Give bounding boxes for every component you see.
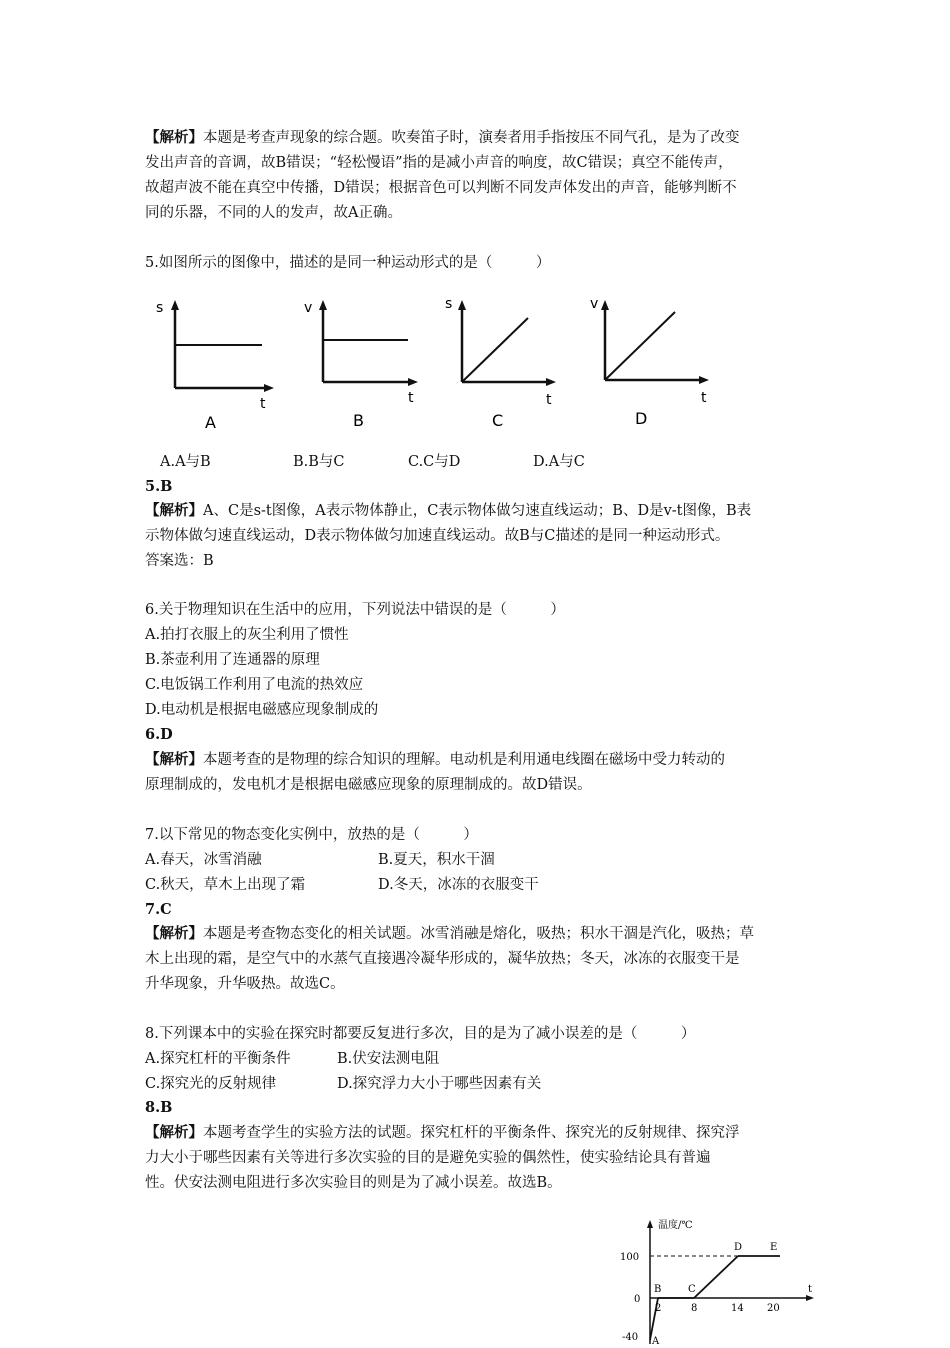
temperature-time-graph [618,1212,828,1348]
q4-analysis-line-3: 故超声波不能在真空中传播，D错误；根据音色可以判断不同发声体发出的声音，能够判断不 [145,180,737,196]
temp-point-e: E [770,1242,778,1253]
graph-d-caption: D [635,409,648,428]
temp-tick-neg40: -40 [622,1332,639,1343]
q5-answer-line: 答案选：B [145,553,214,569]
q5-answer: 5.B [145,478,173,495]
q6-answer: 6.D [145,726,173,743]
q7-analysis-line-3: 升华现象，升华吸热。故选C。 [145,976,345,992]
q4-analysis-line-1: 【解析】本题是考查声现象的综合题。吹奏笛子时，演奏者用手指按压不同气孔，是为了改变 [145,129,740,146]
q7-analysis-line-2: 木上出现的霜，是空气中的水蒸气直接遇冷凝华形成的，凝华放热；冬天，冰冻的衣服变干是 [145,951,740,967]
q7-option-b: B.夏天，积水干涸 [378,852,495,868]
q7-answer: 7.C [145,901,172,918]
q7-options-row-2 [145,875,539,895]
q5-analysis-line-2: 示物体做匀速直线运动，D表示物体做匀加速直线运动。故B与C描述的是同一种运动形式。 [145,528,730,544]
graph-b-xlabel: t [408,390,414,406]
analysis-tag: 【解析】 [145,502,203,519]
graph-d-ylabel: v [590,296,599,312]
q8-option-b: B.伏安法测电阻 [337,1051,440,1067]
q5-question: 5.如图所示的图像中，描述的是同一种运动形式的是（ ） [145,255,551,271]
temp-point-d: D [734,1242,743,1253]
q6-option-a: A.拍打衣服上的灰尘利用了惯性 [145,627,349,643]
q8-analysis-line-2: 力大小于哪些因素有关等进行多次实验的目的是避免实验的偶然性，使实验结论具有普遍 [145,1150,711,1166]
q7-question: 7.以下常见的物态变化实例中，放热的是（ ） [145,827,478,843]
analysis-tag: 【解析】 [145,751,203,768]
q8-answer: 8.B [145,1099,173,1116]
q5-option-d: D.A与C [533,454,585,470]
time-tick-8: 8 [691,1303,698,1314]
q7-options-row-1 [145,850,495,870]
q8-option-d: D.探究浮力大小于哪些因素有关 [337,1076,542,1092]
analysis-tag: 【解析】 [145,925,203,942]
q5-graph-c [440,290,570,434]
q5-option-b: B.B与C [293,454,345,470]
q7-option-d: D.冬天，冰冻的衣服变干 [378,877,539,893]
graph-a-ylabel: s [156,300,164,316]
q6-option-c: C.电饭锅工作利用了电流的热效应 [145,677,364,693]
temp-point-a: A [652,1336,660,1344]
q8-question: 8.下列课本中的实验在探究时都要反复进行多次，目的是为了减小误差的是（ ） [145,1026,696,1042]
q5-option-c: C.C与D [408,454,461,470]
q5-analysis-line-1: 【解析】A、C是s-t图像，A表示物体静止，C表示物体做匀速直线运动；B、D是v-t图像，B表 [145,502,752,519]
q4-analysis-line-4: 同的乐器，不同的人的发声，故A正确。 [145,205,402,221]
graph-d-xlabel: t [701,390,707,406]
graph-a-xlabel: t [260,396,266,412]
q6-analysis-line-2: 原理制成的，发电机才是根据电磁感应现象的原理制成的。故D错误。 [145,777,592,793]
graph-c-caption: C [492,411,504,430]
time-tick-14: 14 [731,1303,744,1314]
q5-options [160,452,585,472]
q6-option-d: D.电动机是根据电磁感应现象制成的 [145,702,379,718]
analysis-tag: 【解析】 [145,1124,203,1141]
graph-b-caption: B [353,411,364,430]
q6-question: 6.关于物理知识在生活中的应用，下列说法中错误的是（ ） [145,602,565,618]
temp-graph-ylabel: 温度/℃ [658,1220,693,1231]
time-tick-2: 2 [655,1303,662,1314]
q8-options-row-2 [145,1074,541,1094]
graph-c-ylabel: s [445,296,453,312]
q6-option-b: B.茶壶利用了连通器的原理 [145,652,320,668]
q4-analysis-line-2: 发出声音的音调，故B错误；“轻松慢语”指的是减小声音的响度，故C错误；真空不能传声， [145,155,733,171]
temp-tick-0: 0 [634,1294,641,1305]
q5-graph-b [298,290,428,434]
q7-option-c: C.秋天，草木上出现了霜 [145,877,306,893]
q6-analysis-line-1: 【解析】本题考查的是物理的综合知识的理解。电动机是利用通电线圈在磁场中受力转动的 [145,751,725,768]
q7-option-a: A.春天，冰雪消融 [145,852,262,868]
q8-option-a: A.探究杠杆的平衡条件 [145,1051,291,1067]
q5-option-a: A.A与B [160,454,211,470]
q5-graph-d [585,290,725,434]
q8-analysis-line-3: 性。伏安法测电阻进行多次实验目的则是为了减小误差。故选B。 [145,1175,562,1191]
analysis-tag: 【解析】 [145,129,203,146]
q7-analysis-line-1: 【解析】本题是考查物态变化的相关试题。冰雪消融是熔化，吸热；积水干涸是汽化，吸热；草 [145,925,754,942]
q8-option-c: C.探究光的反射规律 [145,1076,277,1092]
graph-a-caption: A [205,413,216,430]
temp-point-b: B [654,1284,662,1295]
time-tick-20: 20 [767,1303,780,1314]
temp-point-c: C [688,1284,696,1295]
temp-tick-100: 100 [620,1252,640,1263]
graph-c-xlabel: t [546,392,552,408]
temp-graph-xlabel: t [808,1284,813,1295]
q8-analysis-line-1: 【解析】本题考查学生的实验方法的试题。探究杠杆的平衡条件、探究光的反射规律、探究浮 [145,1124,740,1141]
graph-b-ylabel: v [304,300,313,316]
q8-options-row-1 [145,1049,439,1069]
q5-graph-a [150,290,280,434]
